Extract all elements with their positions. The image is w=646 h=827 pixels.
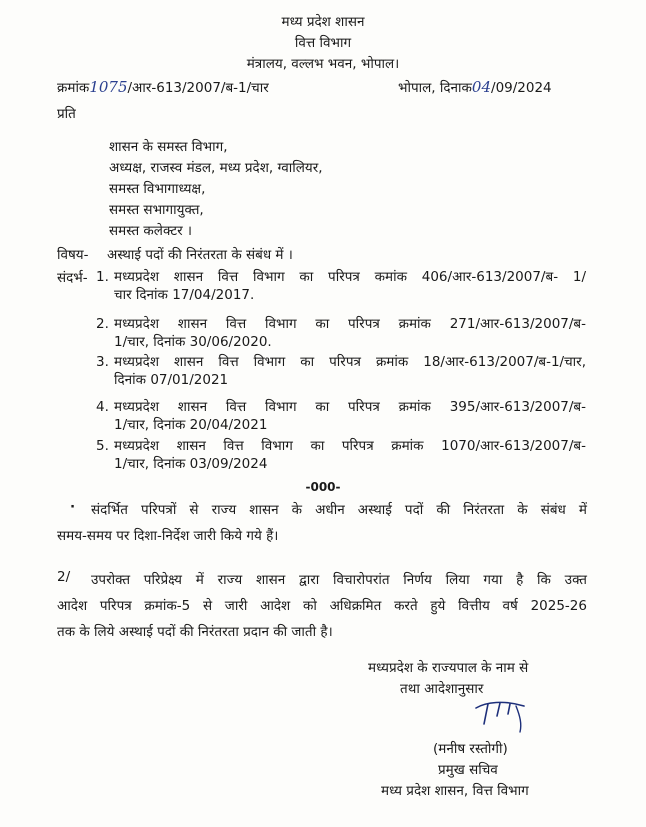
- reference-item-number: 5.: [96, 438, 109, 454]
- signatory-designation: प्रमुख सचिव: [438, 762, 498, 778]
- subject-text: अस्थाई पदों की निरंतरता के संबंध में ।: [107, 247, 293, 263]
- reference-item-1: [96, 268, 586, 304]
- separator: -000-: [305, 480, 341, 494]
- reference-item-number: 4.: [96, 399, 109, 415]
- signatory-department: मध्य प्रदेश शासन, वित्त विभाग: [381, 783, 529, 799]
- paragraph-2-line-3: तक के लिये अस्थाई पदों की निरंतरता प्रदान की जाती है।: [57, 624, 333, 640]
- reference-number: [57, 78, 269, 96]
- reference-item-line2: 1/चार, दिनांक 20/04/2021: [114, 417, 268, 433]
- recipient-5: समस्त कलेक्टर ।: [109, 223, 193, 239]
- reference-item-line2: चार दिनांक 17/04/2017.: [114, 287, 255, 303]
- paragraph-2-line-2: आदेश परिपत्र क्रमांक-5 से जारी आदेश को अधिक्रमित करते हुये वित्तीय वर्ष 2025-26: [57, 598, 587, 614]
- reference-number-handwritten: 1075: [89, 78, 128, 96]
- recipient-3: समस्त विभागाध्यक्ष,: [109, 181, 206, 197]
- recipient-4: समस्त सभागायुक्त,: [109, 202, 204, 218]
- signature-mark: [470, 694, 530, 736]
- reference-item-number: 3.: [96, 354, 109, 370]
- reference-item-line1: मध्यप्रदेश शासन वित्त विभाग का परिपत्र क्रमांक 18/आर-613/2007/ब-1/चार,: [114, 354, 586, 370]
- reference-item-line2: दिनांक 07/01/2021: [114, 372, 229, 388]
- reference-item-2: [96, 315, 586, 351]
- references-label: संदर्भ-: [57, 270, 88, 286]
- place-date: [398, 78, 552, 96]
- paragraph-2-line-1: उपरोक्त परिप्रेक्ष्य में राज्य शासन द्वारा विचारोपरांत निर्णय लिया गया है कि उक्त: [91, 572, 587, 588]
- closing-line-2: तथा आदेशानुसार: [400, 681, 484, 697]
- closing-line-1: मध्यप्रदेश के राज्यपाल के नाम से: [368, 660, 529, 676]
- reference-item-5: [96, 437, 586, 473]
- recipient-2: अध्यक्ष, राजस्व मंडल, मध्य प्रदेश, ग्वालियर,: [109, 160, 323, 176]
- reference-item-3: [96, 353, 586, 389]
- reference-item-line1: मध्यप्रदेश शासन वित्त विभाग का परिपत्र कमांक 406/आर-613/2007/ब- 1/: [114, 269, 586, 285]
- reference-item-line1: मध्यप्रदेश शासन वित्त विभाग का परिपत्र क्रमांक 271/आर-613/2007/ब-: [114, 316, 586, 332]
- reference-item-line2: 1/चार, दिनांक 03/09/2024: [114, 456, 268, 472]
- to-label: प्रति: [57, 106, 76, 122]
- recipient-1: शासन के समस्त विभाग,: [109, 139, 228, 155]
- signatory-name: (मनीष रस्तोगी): [433, 741, 508, 757]
- paragraph-1: [57, 497, 587, 549]
- reference-item-line1: मध्यप्रदेश शासन वित्त विभाग का परिपत्र क्रमांक 1070/आर-613/2007/ब-: [114, 438, 586, 454]
- reference-item-number: 1.: [96, 269, 109, 285]
- subject-label: विषय-: [57, 247, 89, 263]
- paragraph-1-marker: ·: [70, 499, 76, 515]
- place-date-prefix: भोपाल, दिनाक: [398, 80, 472, 96]
- header-government: मध्य प्रदेश शासन: [281, 14, 365, 30]
- paragraph-2-marker: 2/: [57, 569, 71, 585]
- reference-item-line2: 1/चार, दिनांक 30/06/2020.: [114, 334, 272, 350]
- date-suffix: /09/2024: [491, 80, 552, 96]
- reference-item-line1: मध्यप्रदेश शासन वित्त विभाग का परिपत्र क्रमांक 395/आर-613/2007/ब-: [114, 399, 586, 415]
- reference-suffix: /आर-613/2007/ब-1/चार: [127, 80, 269, 96]
- paragraph-2: [57, 567, 587, 645]
- reference-item-number: 2.: [96, 316, 109, 332]
- header-address: मंत्रालय, वल्लभ भवन, भोपाल।: [246, 56, 400, 72]
- reference-prefix: क्रमांक: [57, 80, 90, 96]
- reference-item-4: [96, 398, 586, 434]
- header-department: वित्त विभाग: [294, 35, 352, 51]
- date-handwritten: 04: [471, 78, 492, 96]
- paragraph-1-line-1: संदर्भित परिपत्रों से राज्य शासन के अधीन अस्थाई पदों की निरंतरता के संबंध में: [91, 502, 587, 518]
- paragraph-1-line-2: समय-समय पर दिशा-निर्देश जारी किये गये हैं।: [57, 528, 279, 544]
